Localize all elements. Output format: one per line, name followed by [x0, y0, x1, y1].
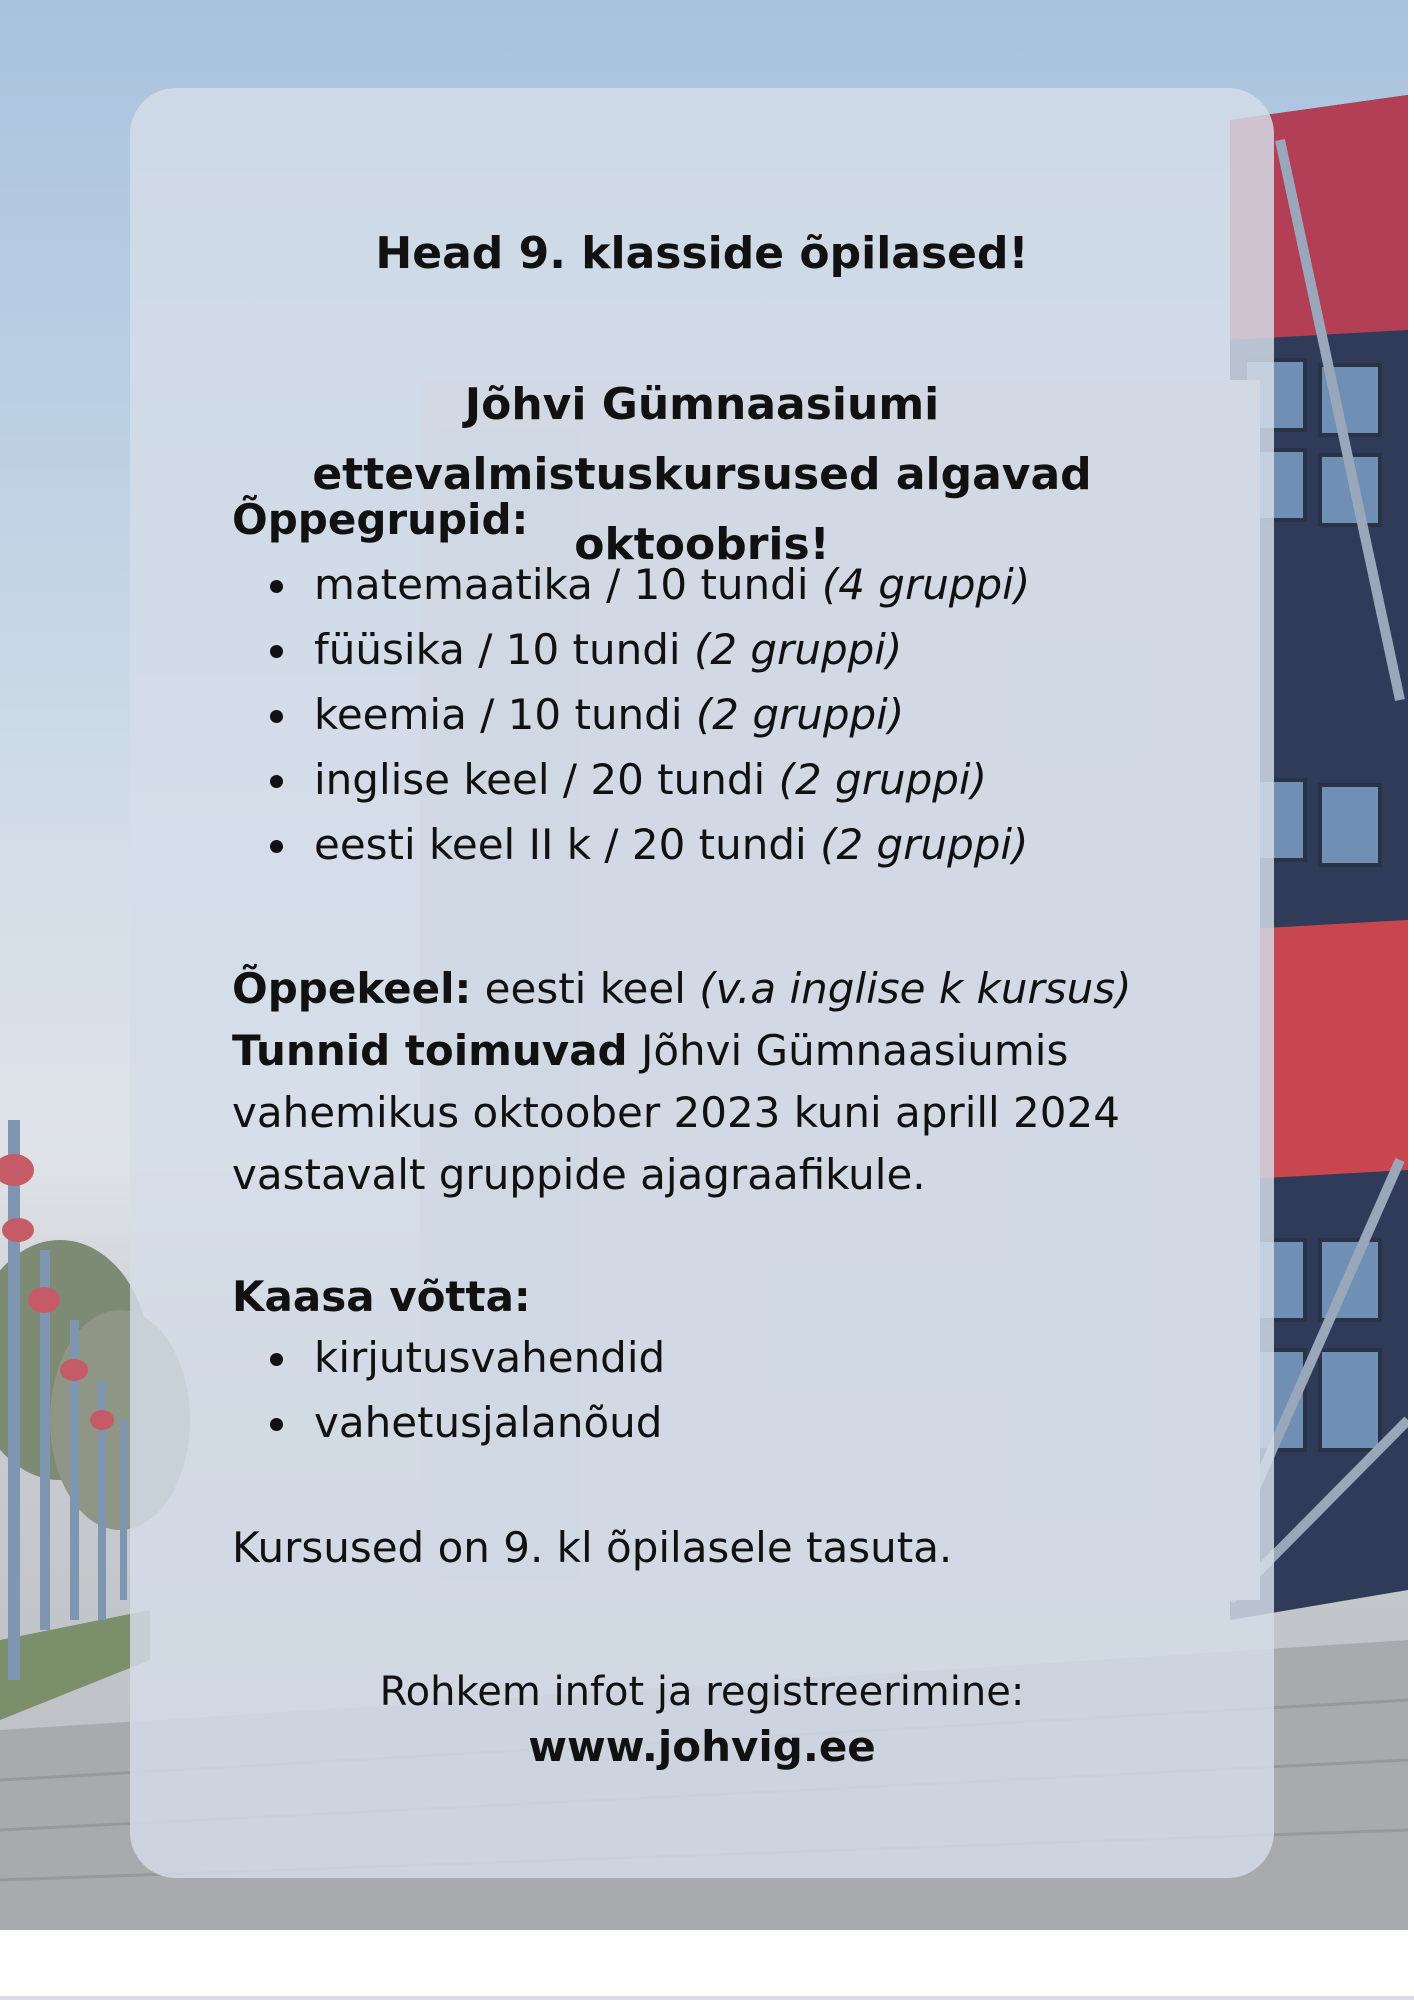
bullet-icon — [270, 775, 283, 788]
language-line — [232, 958, 1132, 1020]
website-link[interactable]: www.johvig.ee — [528, 1722, 876, 1771]
groups-list — [270, 552, 1030, 877]
group-subject: matemaatika / 10 tundi — [314, 560, 822, 609]
language-label: Õppekeel: — [232, 964, 472, 1013]
bullet-icon — [270, 1353, 283, 1366]
group-subject: eesti keel II k / 20 tundi — [314, 820, 821, 869]
group-subject: inglise keel / 20 tundi — [314, 755, 779, 804]
group-subject: keemia / 10 tundi — [314, 690, 696, 739]
group-count: (2 gruppi) — [693, 625, 903, 674]
bullet-icon — [270, 645, 283, 658]
more-info-text: Rohkem infot ja registreerimine: — [379, 1669, 1025, 1715]
list-item — [270, 617, 1030, 682]
group-count: (4 gruppi) — [821, 560, 1031, 609]
group-count: (2 gruppi) — [820, 820, 1029, 869]
list-item — [270, 812, 1030, 877]
lessons-line-1: Jõhvi Gümnaasiumis — [627, 1026, 1069, 1075]
bring-label: Kaasa võtta: — [232, 1272, 531, 1321]
lessons-paragraph — [232, 1020, 1120, 1206]
bullet-icon — [270, 1418, 283, 1431]
bottom-divider — [0, 1996, 1414, 2000]
headline — [130, 370, 1274, 580]
bullet-icon — [270, 710, 283, 723]
bottom-margin — [0, 1930, 1414, 2000]
language-value: eesti keel — [471, 964, 700, 1013]
list-item — [270, 552, 1030, 617]
lessons-line-3: vastavalt gruppide ajagraafikule. — [232, 1150, 926, 1199]
headline-line-3: oktoobris! — [574, 519, 830, 570]
bullet-icon — [270, 580, 283, 593]
bring-item: vahetusjalanõud — [314, 1398, 663, 1447]
lessons-label: Tunnid toimuvad — [232, 1026, 628, 1075]
headline-line-1: Jõhvi Gümnaasiumi — [464, 379, 940, 430]
bring-item: kirjutusvahendid — [314, 1333, 666, 1382]
list-item — [270, 1325, 665, 1390]
group-count: (2 gruppi) — [778, 755, 987, 804]
headline-line-2: ettevalmistuskursused algavad — [312, 449, 1092, 500]
group-subject: füüsika / 10 tundi — [314, 625, 694, 674]
bring-list — [270, 1325, 665, 1455]
language-note: (v.a inglise k kursus) — [699, 964, 1132, 1013]
bullet-icon — [270, 840, 283, 853]
cost-note: Kursused on 9. kl õpilasele tasuta. — [232, 1523, 953, 1572]
group-count: (2 gruppi) — [695, 690, 905, 739]
list-item — [270, 1390, 665, 1455]
groups-label: Õppegrupid: — [232, 495, 529, 544]
list-item — [270, 682, 1030, 747]
lessons-line-2: vahemikus oktoober 2023 kuni aprill 2024 — [232, 1088, 1120, 1137]
greeting-heading: Head 9. klasside õpilased! — [375, 228, 1029, 279]
list-item — [270, 747, 1030, 812]
